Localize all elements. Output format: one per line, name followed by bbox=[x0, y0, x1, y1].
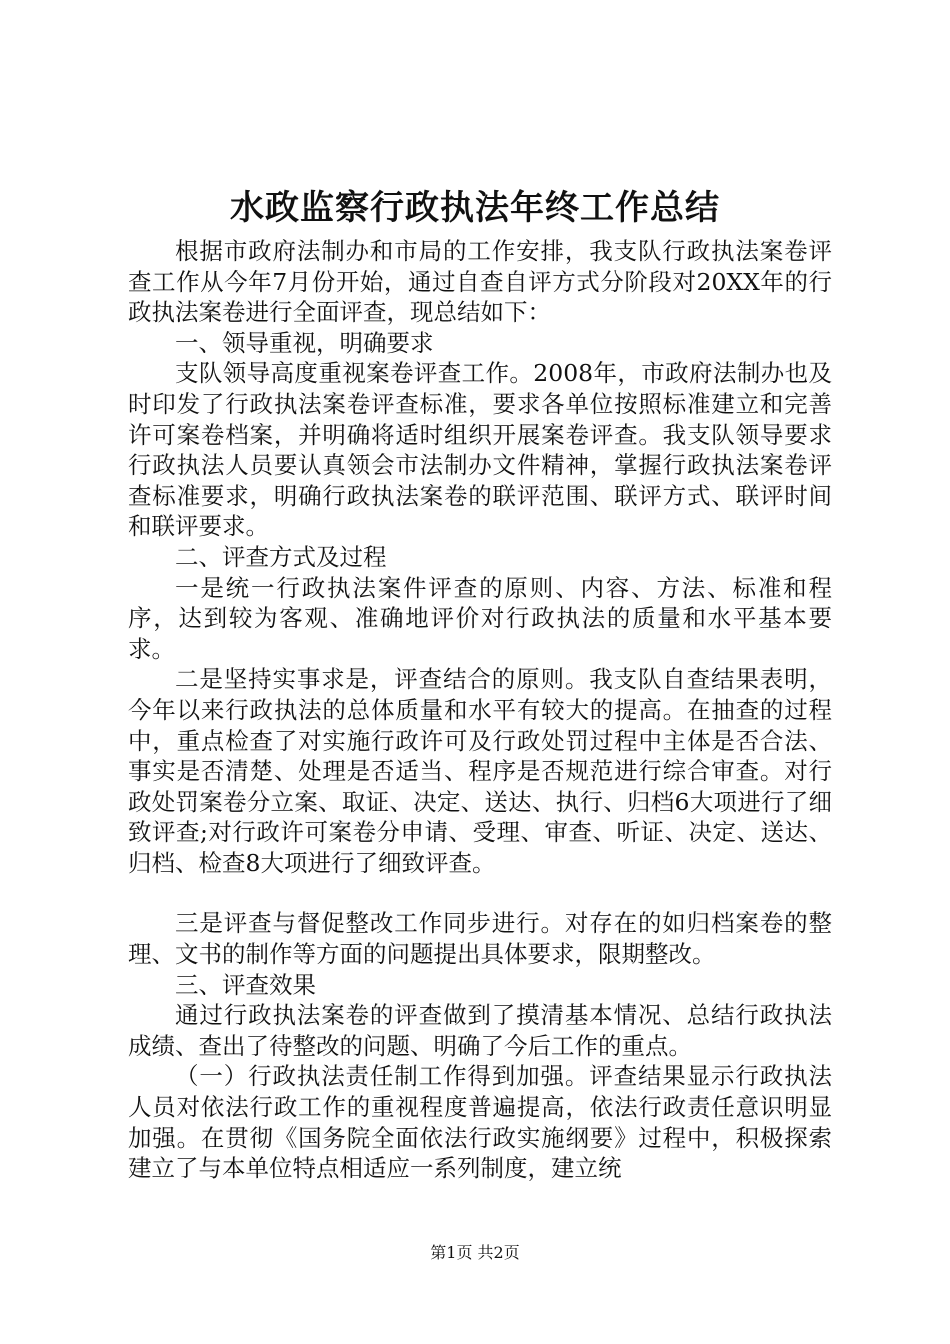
paragraph-leadership: 支队领导高度重视案卷评查工作。2008年，市政府法制办也及时印发了行政执法案卷评查标准，要求各单位按照标准建立和完善许可案卷档案，并明确将适时组织开展案卷评查。我支队领导要求行政执法人员要认真领会市法制办文件精神，掌握行政执法案卷评查标准要求，明确行政执法案卷的联评范围、联评方式、联评时间和联评要求。 bbox=[128, 359, 832, 541]
document-body bbox=[128, 236, 832, 1184]
paragraph-intro: 根据市政府法制办和市局的工作安排，我支队行政执法案卷评查工作从今年7月份开始，通过自查自评方式分阶段对20XX年的行政执法案卷进行全面评查，现总结如下： bbox=[128, 237, 832, 327]
paragraph-method-3: 三是评查与督促整改工作同步进行。对存在的如归档案卷的整理、文书的制作等方面的问题提出具体要求，限期整改。 bbox=[128, 909, 832, 969]
section-heading-2: 二、评查方式及过程 bbox=[175, 542, 387, 571]
paragraph-method-1: 一是统一行政执法案件评查的原则、内容、方法、标准和程序，达到较为客观、准确地评价对行政执法的质量和水平基本要求。 bbox=[128, 573, 832, 663]
paragraph-method-2: 二是坚持实事求是，评查结合的原则。我支队自查结果表明，今年以来行政执法的总体质量和水平有较大的提高。在抽查的过程中，重点检查了对实施行政许可及行政处罚过程中主体是否合法、事实是否清楚、处理是否适当、程序是否规范进行综合审查。对行政处罚案卷分立案、取证、决定、送达、执行、归档6大项进行了细致评查;对行政许可案卷分申请、受理、审查、听证、决定、送达、归档、检查8大项进行了细致评查。 bbox=[128, 665, 832, 877]
section-heading-3: 三、评查效果 bbox=[175, 970, 316, 999]
page-footer: 第1页 共2页 bbox=[430, 1243, 520, 1262]
section-heading-1: 一、领导重视，明确要求 bbox=[175, 328, 434, 357]
document-title: 水政监察行政执法年终工作总结 bbox=[230, 188, 720, 228]
paragraph-effect: 通过行政执法案卷的评查做到了摸清基本情况、总结行政执法成绩、查出了待整改的问题、明确了今后工作的重点。 bbox=[128, 1001, 832, 1060]
paragraph-effect-1: （一）行政执法责任制工作得到加强。评查结果显示行政执法人员对依法行政工作的重视程度普遍提高，依法行政责任意识明显加强。在贯彻《国务院全面依法行政实施纲要》过程中，积极探索建立了与本单位特点相适应一系列制度，建立统 bbox=[128, 1062, 832, 1183]
